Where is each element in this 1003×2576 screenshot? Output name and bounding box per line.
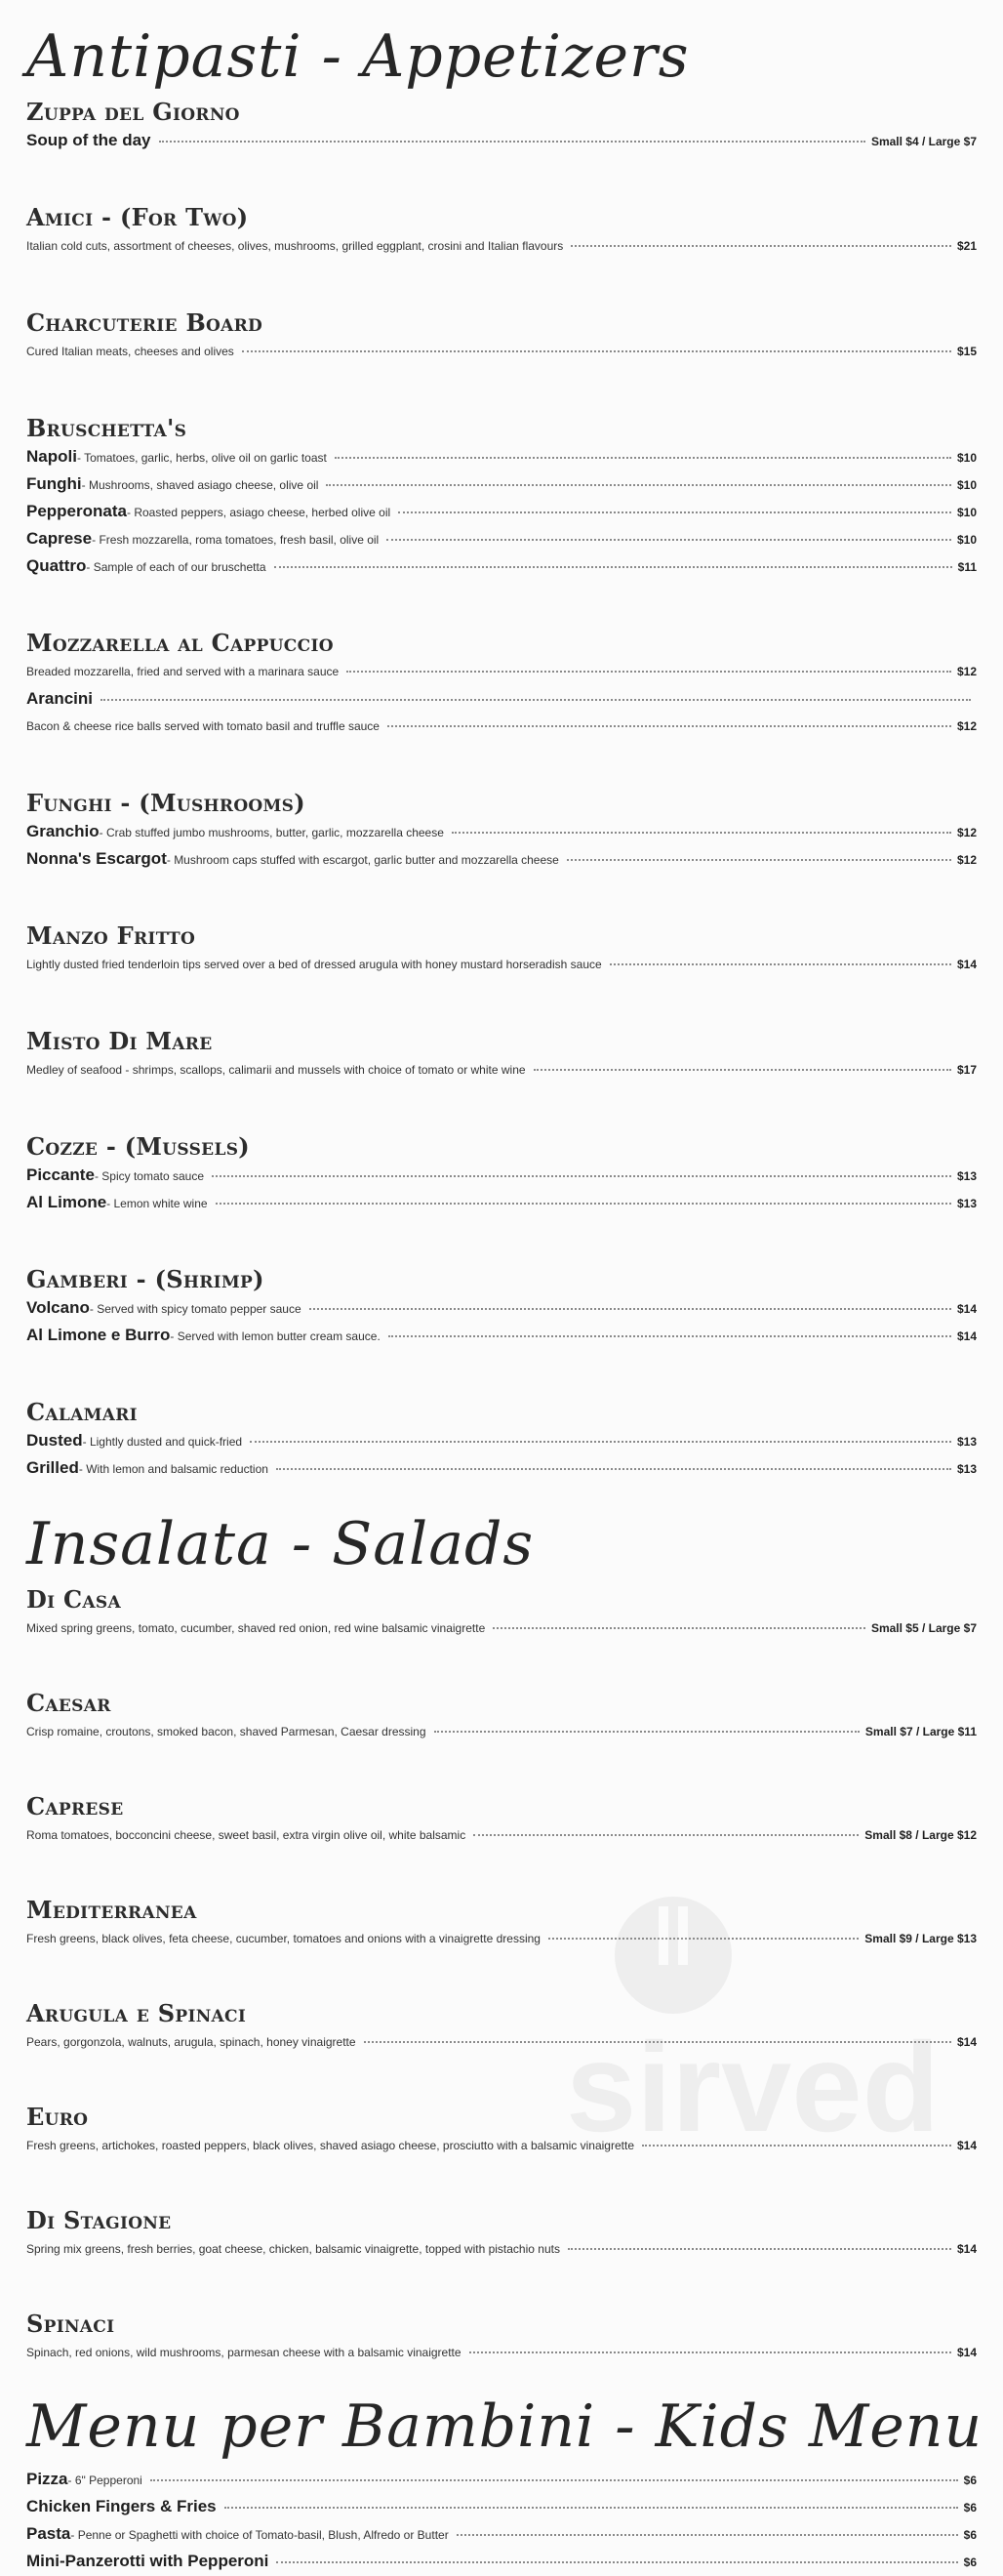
group-title: Gamberi - (Shrimp)	[26, 1265, 264, 1293]
menu-group	[26, 2466, 977, 2575]
menu-group	[26, 98, 977, 154]
item-name: Arancini	[26, 689, 94, 708]
menu-group	[26, 921, 977, 978]
menu-group	[26, 414, 977, 580]
menu-item	[26, 2028, 977, 2056]
menu-item	[26, 1925, 977, 1952]
dotted-leader	[642, 2145, 951, 2147]
menu-item	[26, 845, 977, 873]
dotted-leader	[346, 671, 951, 673]
group-title: Misto Di Mare	[26, 1027, 213, 1055]
group-title: Calamari	[26, 1398, 138, 1426]
item-description: Bacon & cheese rice balls served with tomato basil and truffle sauce	[26, 719, 380, 733]
dotted-leader	[242, 350, 951, 352]
menu-item	[26, 1718, 977, 1745]
item-description: Spinach, red onions, wild mushrooms, parmesan cheese with a balsamic vinaigrette	[26, 2346, 461, 2359]
spacer	[26, 1952, 977, 1999]
item-price: $13	[956, 1435, 977, 1449]
dotted-leader	[493, 1627, 865, 1629]
menu-item	[26, 1427, 977, 1454]
menu-item	[26, 525, 977, 552]
item-description: Medley of seafood - shrimps, scallops, calimarii and mussels with choice of tomato or white wine	[26, 1063, 526, 1077]
dotted-leader	[571, 245, 951, 247]
item-price: Small $5 / Large $7	[870, 1621, 977, 1635]
spacer	[26, 740, 977, 789]
item-name: Piccante	[26, 1165, 95, 1184]
menu-item	[26, 1056, 977, 1084]
item-price: $13	[956, 1169, 977, 1183]
dotted-leader	[469, 2351, 951, 2353]
item-price: $14	[956, 2139, 977, 2152]
item-price: $11	[957, 560, 977, 574]
item-description: - Mushroom caps stuffed with escargot, garlic butter and mozzarella cheese	[166, 853, 559, 867]
item-description: Roma tomatoes, bocconcini cheese, sweet basil, extra virgin olive oil, white balsamic	[26, 1828, 466, 1842]
menu-item	[26, 470, 977, 498]
menu-group	[26, 789, 977, 873]
item-price: $14	[956, 1329, 977, 1343]
item-price: $15	[956, 345, 977, 358]
item-description: Pears, gorgonzola, walnuts, arugula, spinach, honey vinaigrette	[26, 2035, 356, 2049]
menu-group	[26, 1689, 977, 1745]
dotted-leader	[473, 1834, 859, 1836]
spacer	[26, 1642, 977, 1689]
menu-item	[26, 232, 977, 260]
menu-item	[26, 818, 977, 845]
dotted-leader	[364, 2041, 951, 2043]
item-description: - Sample of each of our bruschetta	[86, 560, 266, 574]
dotted-leader	[274, 566, 952, 568]
menu-item	[26, 2548, 977, 2575]
item-name: Napoli	[26, 447, 77, 466]
spacer	[26, 1084, 977, 1132]
dotted-leader	[548, 1938, 859, 1940]
item-name: Al Limone e Burro	[26, 1326, 171, 1344]
spacer	[26, 580, 977, 629]
menu-group	[26, 308, 977, 365]
item-description: - Mushrooms, shaved asiago cheese, olive oil	[81, 478, 319, 492]
item-description: - Penne or Spaghetti with choice of Tomato-basil, Blush, Alfredo or Butter	[70, 2528, 449, 2542]
item-name: Funghi	[26, 474, 82, 493]
item-price: $13	[956, 1462, 977, 1476]
group-title: Caesar	[26, 1689, 111, 1717]
menu-item	[26, 2132, 977, 2159]
dotted-leader	[326, 484, 951, 486]
item-name: Grilled	[26, 1458, 79, 1477]
group-title: Arugula e Spinaci	[26, 1999, 247, 2027]
group-title: Mediterranea	[26, 1896, 197, 1924]
item-description: Breaded mozzarella, fried and served with a marinara sauce	[26, 665, 340, 678]
dotted-leader	[159, 141, 865, 143]
dotted-leader	[457, 2534, 958, 2536]
spacer	[26, 260, 977, 308]
menu-group	[26, 2103, 977, 2159]
watermark-text: sirved	[566, 2016, 941, 2158]
item-price: $6	[963, 2474, 977, 2487]
item-description: Crisp romaine, croutons, smoked bacon, shaved Parmesan, Caesar dressing	[26, 1725, 426, 1738]
item-description: - Lemon white wine	[106, 1197, 208, 1210]
dotted-leader	[212, 1175, 951, 1177]
item-description: - 6" Pepperoni	[67, 2474, 142, 2487]
dotted-leader	[276, 2561, 957, 2563]
dotted-leader	[224, 2507, 958, 2509]
spacer	[26, 873, 977, 921]
menu-group	[26, 629, 977, 740]
menu-item	[26, 658, 977, 685]
menu-item	[26, 1454, 977, 1482]
menu-item	[26, 1821, 977, 1849]
dotted-leader	[434, 1731, 860, 1733]
dotted-leader	[534, 1069, 951, 1071]
spacer	[26, 154, 977, 203]
item-description: - Tomatoes, garlic, herbs, olive oil on garlic toast	[76, 451, 327, 465]
item-price: $12	[956, 826, 977, 839]
menu-item	[26, 1294, 977, 1322]
item-price: $12	[956, 665, 977, 678]
menu-item	[26, 1162, 977, 1189]
menu-group	[26, 1792, 977, 1849]
dotted-leader	[276, 1468, 951, 1470]
group-title: Spinaci	[26, 2310, 115, 2338]
item-price: $10	[956, 451, 977, 465]
item-name: Dusted	[26, 1431, 83, 1450]
item-description: - Crab stuffed jumbo mushrooms, butter, garlic, mozzarella cheese	[99, 826, 444, 839]
item-name: Pepperonata	[26, 502, 127, 520]
dotted-leader	[567, 859, 951, 861]
item-name: Al Limone	[26, 1193, 107, 1211]
item-description: - Lightly dusted and quick-fried	[82, 1435, 243, 1449]
item-description: Lightly dusted fried tenderloin tips served over a bed of dressed arugula with honey mustard horseradish sauce	[26, 958, 602, 971]
menu-group	[26, 2310, 977, 2366]
item-price: Small $9 / Large $13	[864, 1932, 977, 1945]
dotted-leader	[452, 832, 951, 834]
item-price: $10	[956, 478, 977, 492]
dotted-leader	[568, 2248, 951, 2250]
menu-group	[26, 2206, 977, 2263]
spacer	[26, 978, 977, 1027]
menu-item	[26, 552, 977, 580]
menu-item	[26, 2520, 977, 2548]
menu-group	[26, 203, 977, 260]
dotted-leader	[150, 2479, 958, 2481]
item-description: Fresh greens, black olives, feta cheese, cucumber, tomatoes and onions with a vinaigrette dressing	[26, 1932, 541, 1945]
spacer	[26, 1349, 977, 1398]
section-title: Menu per Bambini - Kids Menu	[26, 2392, 983, 2461]
dotted-leader	[100, 699, 971, 701]
dotted-leader	[386, 539, 951, 541]
section-title: Antipasti - Appetizers	[26, 22, 690, 91]
menu-group	[26, 1896, 977, 1952]
menu-group	[26, 1999, 977, 2056]
item-price: $6	[963, 2556, 977, 2569]
spacer	[26, 2159, 977, 2206]
dotted-leader	[250, 1441, 951, 1443]
item-price: $6	[963, 2501, 977, 2515]
item-name: Caprese	[26, 529, 93, 548]
menu-item	[26, 127, 977, 154]
menu-group	[26, 1398, 977, 1482]
item-price: $14	[956, 2242, 977, 2256]
item-price: $14	[956, 958, 977, 971]
group-title: Zuppa del Giorno	[26, 98, 240, 126]
menu-item	[26, 1189, 977, 1216]
item-name: Pasta	[26, 2524, 71, 2543]
item-price: $14	[956, 1302, 977, 1316]
menu-item	[26, 1322, 977, 1349]
group-title: Di Stagione	[26, 2206, 172, 2234]
item-description: Mixed spring greens, tomato, cucumber, shaved red onion, red wine balsamic vinaigrette	[26, 1621, 486, 1635]
group-title: Amici - (For Two)	[26, 203, 249, 231]
menu-item	[26, 685, 977, 713]
group-title: Charcuterie Board	[26, 308, 263, 337]
item-price: $17	[956, 1063, 977, 1077]
item-name: Mini-Panzerotti with Pepperoni	[26, 2552, 269, 2570]
menu-item	[26, 1615, 977, 1642]
item-price: $21	[956, 239, 977, 253]
item-description: Italian cold cuts, assortment of cheeses, olives, mushrooms, grilled eggplant, crosini and Italian flavours	[26, 239, 564, 253]
item-price: Small $4 / Large $7	[870, 135, 977, 148]
section-title: Insalata - Salads	[26, 1510, 535, 1578]
item-description: - Spicy tomato sauce	[94, 1169, 204, 1183]
menu-page	[0, 22, 1003, 2570]
group-title: Manzo Fritto	[26, 921, 196, 950]
menu-item	[26, 498, 977, 525]
item-description: - Fresh mozzarella, roma tomatoes, fresh basil, olive oil	[92, 533, 380, 547]
item-price: $12	[956, 853, 977, 867]
dotted-leader	[216, 1203, 951, 1205]
item-name: Quattro	[26, 556, 87, 575]
menu-item	[26, 713, 977, 740]
item-description: - With lemon and balsamic reduction	[78, 1462, 268, 1476]
item-price: Small $8 / Large $12	[864, 1828, 977, 1842]
item-price: $12	[956, 719, 977, 733]
item-name: Volcano	[26, 1298, 90, 1317]
group-title: Cozze - (Mussels)	[26, 1132, 250, 1161]
menu-item	[26, 2466, 977, 2493]
item-price: $13	[956, 1197, 977, 1210]
group-title: Euro	[26, 2103, 89, 2131]
item-description: Spring mix greens, fresh berries, goat cheese, chicken, balsamic vinaigrette, topped with pistachio nuts	[26, 2242, 560, 2256]
group-title: Di Casa	[26, 1585, 121, 1614]
dotted-leader	[387, 725, 951, 727]
menu-group	[26, 1265, 977, 1349]
spacer	[26, 365, 977, 414]
item-name: Granchio	[26, 822, 100, 840]
spacer	[26, 2263, 977, 2310]
spacer	[26, 1216, 977, 1265]
item-description: - Served with spicy tomato pepper sauce	[89, 1302, 301, 1316]
item-price: $14	[956, 2346, 977, 2359]
group-title: Funghi - (Mushrooms)	[26, 789, 305, 817]
item-price: $6	[963, 2528, 977, 2542]
dotted-leader	[335, 457, 951, 459]
dotted-leader	[388, 1335, 951, 1337]
spacer	[26, 2056, 977, 2103]
group-title: Mozzarella al Cappuccio	[26, 629, 334, 657]
menu-group	[26, 1132, 977, 1216]
dotted-leader	[610, 963, 951, 965]
spacer	[26, 1745, 977, 1792]
item-description: - Served with lemon butter cream sauce.	[170, 1329, 381, 1343]
item-name: Pizza	[26, 2470, 68, 2488]
menu-item	[26, 2339, 977, 2366]
menu-group	[26, 1027, 977, 1084]
dotted-leader	[398, 511, 951, 513]
item-price: $10	[956, 533, 977, 547]
menu-group	[26, 1585, 977, 1642]
group-title: Caprese	[26, 1792, 124, 1820]
dotted-leader	[309, 1308, 951, 1310]
item-description: Fresh greens, artichokes, roasted peppers, black olives, shaved asiago cheese, prosciutto with a balsamic vinaigrette	[26, 2139, 634, 2152]
item-description: - Roasted peppers, asiago cheese, herbed olive oil	[126, 506, 391, 519]
item-name: Chicken Fingers & Fries	[26, 2497, 217, 2515]
spacer	[26, 1849, 977, 1896]
group-title: Bruschetta's	[26, 414, 187, 442]
item-price: Small $7 / Large $11	[864, 1725, 977, 1738]
menu-item	[26, 2235, 977, 2263]
menu-item	[26, 951, 977, 978]
menu-item	[26, 443, 977, 470]
item-description: Cured Italian meats, cheeses and olives	[26, 345, 234, 358]
item-name: Nonna's Escargot	[26, 849, 167, 868]
item-name: Soup of the day	[26, 131, 151, 149]
item-price: $10	[956, 506, 977, 519]
item-price: $14	[956, 2035, 977, 2049]
menu-item	[26, 338, 977, 365]
menu-item	[26, 2493, 977, 2520]
